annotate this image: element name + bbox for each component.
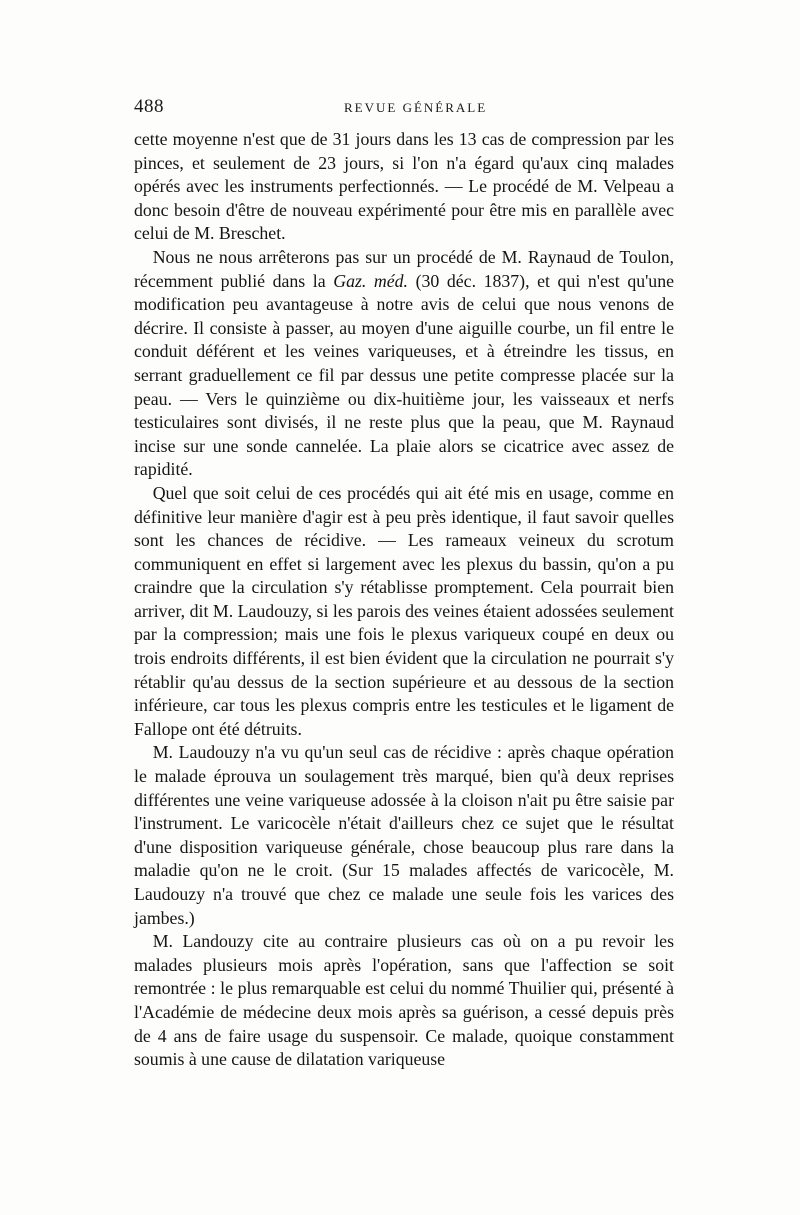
running-head <box>134 96 674 120</box>
paragraph-3: Quel que soit celui de ces procédés qui ait été mis en usage, comme en définitive leur manière d'agir est à peu près identique, il faut savoir quelles sont les chances de récidive. — Les rameaux veineux du scrotum communiquent en effet si largement avec les plexus du bassin, qu'on a pu craindre que la circulation s'y rétablisse promptement. Cela pourrait bien arriver, dit M. Laudouzy, si les parois des veines étaient adossées seulement par la compression; mais une fois le plexus variqueux coupé en deux ou trois endroits différents, il est bien évident que la circulation ne pourrait s'y rétablir qu'au dessus de la section supérieure et au dessous de la section inférieure, car tous les plexus compris entre les testicules et le ligament de Fallope ont été détruits. <box>134 482 674 739</box>
paragraph-2 <box>134 246 674 482</box>
journal-citation: Gaz. méd. <box>333 270 408 291</box>
paragraph-1: cette moyenne n'est que de 31 jours dans les 13 cas de compression par les pinces, et seulement de 23 jours, si l'on n'a égard qu'aux cinq malades opérés avec les instruments perfectionnés. — Le procédé de M. Velpeau a donc besoin d'être de nouveau expérimenté pour être mis en parallèle avec celui de M. Breschet. <box>134 129 674 244</box>
page-number: 488 <box>134 96 164 117</box>
journal-title: REVUE GÉNÉRALE <box>344 100 488 115</box>
paragraph-2-end: (30 déc. 1837), et qui n'est qu'une modification peu avantageuse à notre avis de celui que nous venons de décrire. Il consiste à passer, au moyen d'une aiguille courbe, un fil entre le conduit déférent et les veines variqueuses, et à étreindre les tissus, en serrant graduellement ce fil par dessus une petite compresse placée sur la peau. — Vers le quinzième ou dix-huitième jour, les vaisseaux et nerfs testiculaires sont divisés, il ne reste plus que la peau, que M. Raynaud incise sur une sonde cannelée. La plaie alors se cicatrice avec assez de rapidité. <box>134 270 674 480</box>
paragraph-4: M. Laudouzy n'a vu qu'un seul cas de récidive : après chaque opération le malade éprouva un soulagement très marqué, bien qu'à deux reprises différentes une veine variqueuse adossée à la cloison n'ait pu être saisie par l'instrument. Le varicocèle n'était d'ailleurs chez ce sujet que le résultat d'une disposition variqueuse générale, chose beaucoup plus rare dans la maladie qu'on ne le croit. (Sur 15 malades affectés de varicocèle, M. Laudouzy n'a trouvé que chez ce malade une seule fois les varices des jambes.) <box>134 742 674 928</box>
body-text <box>134 128 674 1072</box>
paragraph-2-start: Nous ne nous arrêterons pas sur un procédé de M. Raynaud de Toulon, récemment publié dans la <box>134 246 674 291</box>
paragraph-5: M. Landouzy cite au contraire plusieurs cas où on a pu revoir les malades plusieurs mois après l'opération, sans que l'affection se soit remontrée : le plus remarquable est celui du nommé Thuilier qui, présenté à l'Académie de médecine deux mois après sa guérison, a cessé depuis près de 4 ans de faire usage du suspensoir. Ce malade, quoique constamment soumis à une cause de dilatation variqueuse <box>134 931 674 1070</box>
